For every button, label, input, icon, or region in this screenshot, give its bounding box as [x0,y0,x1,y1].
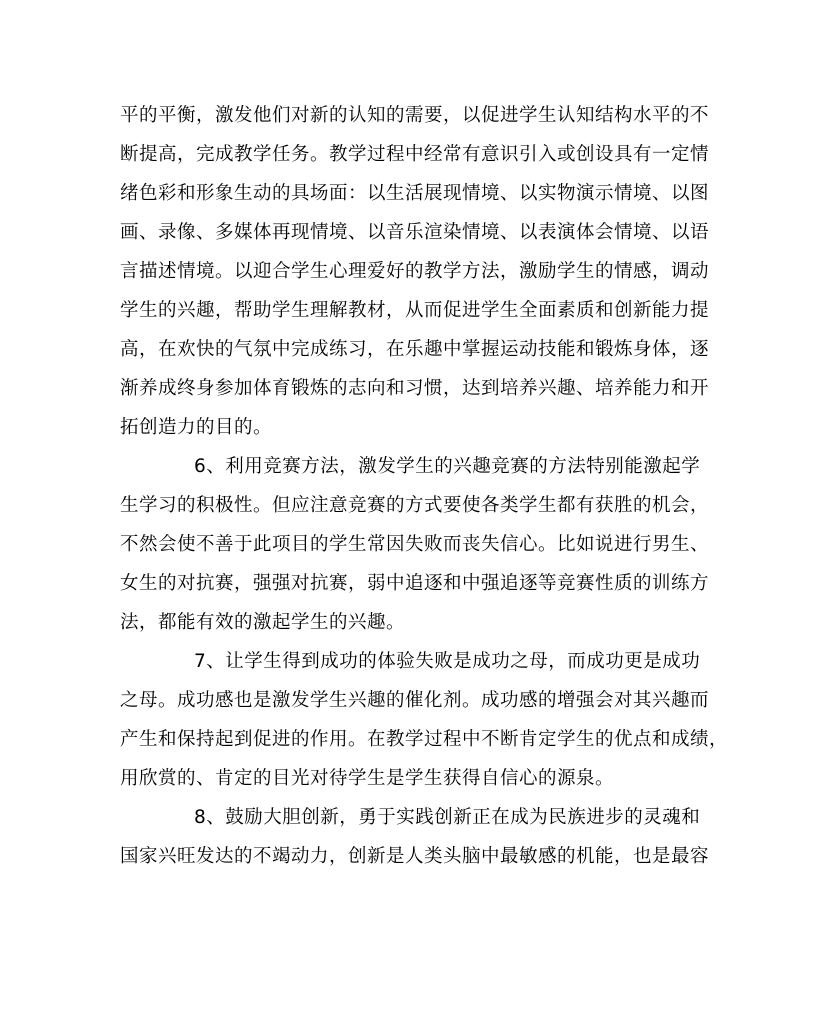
paragraph-8-first-line: 8、鼓励大胆创新，勇于实践创新正在成为民族进步的灵魂和 [194,807,701,828]
text-line: 国家兴旺发达的不竭动力，创新是人类头脑中最敏感的机能，也是最容 [120,846,710,867]
text-line: 法，都能有效的激起学生的兴趣。 [120,612,406,633]
text-line: 产生和保持起到促进的作用。在教学过程中不断肯定学生的优点和成绩， [120,729,729,750]
text-line: 画、录像、多媒体再现情境、以音乐渲染情境、以表演体会情境、以语 [120,222,710,243]
text-line: 拓创造力的目的。 [120,417,273,438]
text-line: 绪色彩和形象生动的具场面：以生活展现情境、以实物演示情境、以图 [120,183,710,204]
text-line: 平的平衡，激发他们对新的认知的需要，以促进学生认知结构水平的不 [120,105,710,126]
text-line: 断提高，完成教学任务。教学过程中经常有意识引入或创设具有一定情 [120,144,710,165]
text-line: 高，在欢快的气氛中完成练习，在乐趣中掌握运动技能和锻炼身体，逐 [120,339,710,360]
text-line: 之母。成功感也是激发学生兴趣的催化剂。成功感的增强会对其兴趣而 [120,690,710,711]
text-line: 女生的对抗赛，强强对抗赛，弱中追逐和中强追逐等竞赛性质的训练方 [120,573,710,594]
text-line: 学生的兴趣，帮助学生理解教材，从而促进学生全面素质和创新能力提 [120,300,710,321]
text-line: 用欣赏的、肯定的目光对待学生是学生获得自信心的源泉。 [120,768,615,789]
text-line: 生学习的积极性。但应注意竞赛的方式要使各类学生都有获胜的机会， [120,495,710,516]
paragraph-6-first-line: 6、利用竞赛方法，激发学生的兴趣竞赛的方法特别能激起学 [194,456,701,477]
text-line: 不然会使不善于此项目的学生常因失败而丧失信心。比如说进行男生、 [120,534,710,555]
text-line: 言描述情境。以迎合学生心理爱好的教学方法，激励学生的情感，调动 [120,261,710,282]
document-body [120,96,729,876]
paragraph-7-first-line: 7、让学生得到成功的体验失败是成功之母，而成功更是成功 [194,651,701,672]
text-line: 渐养成终身参加体育锻炼的志向和习惯，达到培养兴趣、培养能力和开 [120,378,710,399]
